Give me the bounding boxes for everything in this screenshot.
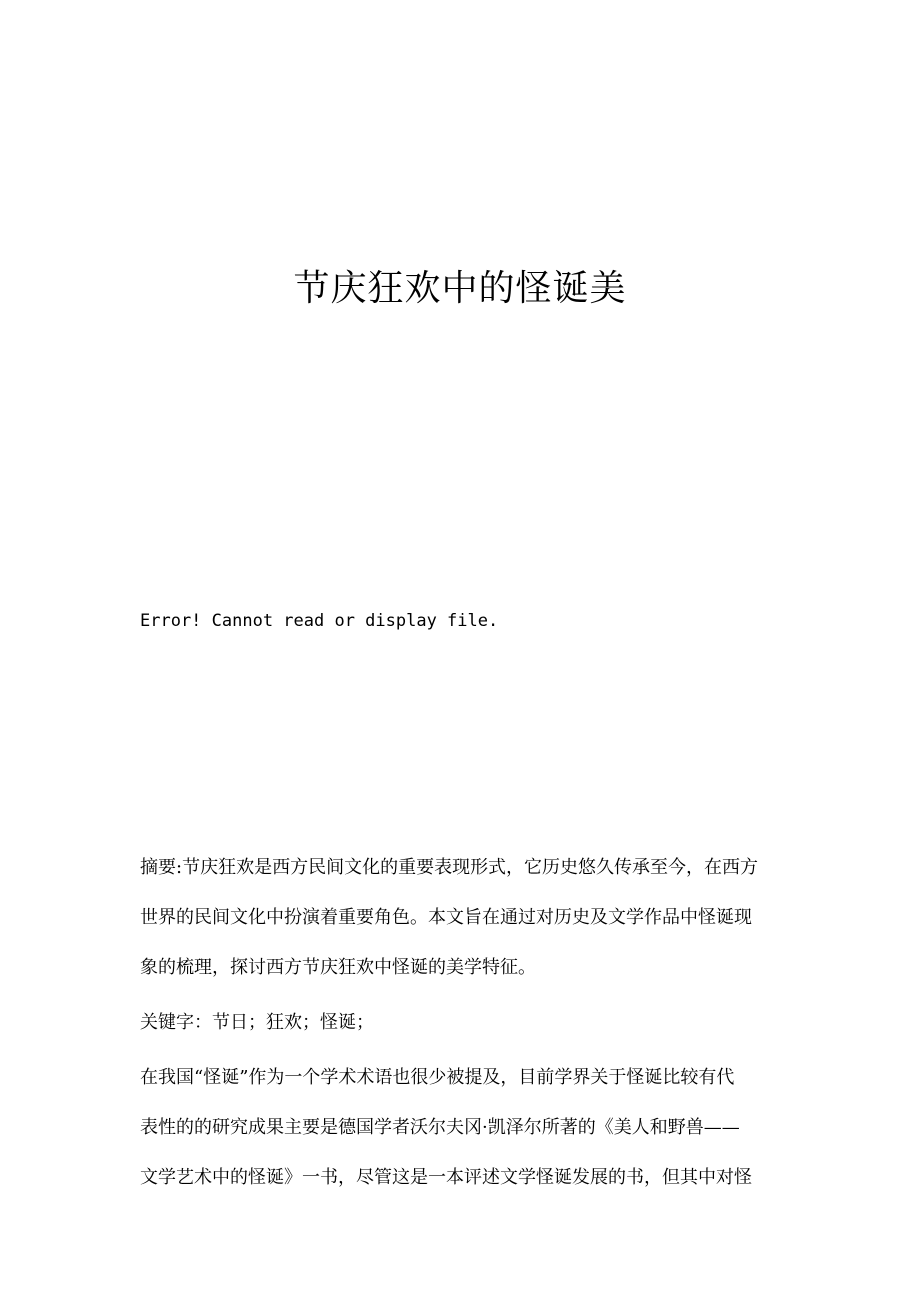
abstract-line: 世界的民间文化中扮演着重要角色。本文旨在通过对历史及文学作品中怪诞现	[140, 907, 752, 928]
body-paragraph	[140, 1066, 800, 1216]
abstract-line: 象的梳理，探讨西方节庆狂欢中怪诞的美学特征。	[140, 957, 536, 978]
abstract-line: 摘要:节庆狂欢是西方民间文化的重要表现形式，它历史悠久传承至今，在西方	[140, 857, 759, 878]
image-error-message: Error! Cannot read or display file.	[140, 611, 499, 631]
body-line: 在我国“怪诞”作为一个学术术语也很少被提及，目前学界关于怪诞比较有代	[140, 1067, 735, 1088]
abstract-paragraph	[140, 856, 800, 1006]
keywords-line: 关键字：节日；狂欢；怪诞；	[140, 1012, 374, 1033]
body-line: 表性的的研究成果主要是德国学者沃尔夫冈·凯泽尔所著的《美人和野兽——	[140, 1117, 740, 1138]
keywords-paragraph	[140, 1011, 800, 1061]
body-line: 文学艺术中的怪诞》一书，尽管这是一本评述文学怪诞发展的书，但其中对怪	[140, 1167, 752, 1188]
document-title: 节庆狂欢中的怪诞美	[293, 268, 627, 309]
